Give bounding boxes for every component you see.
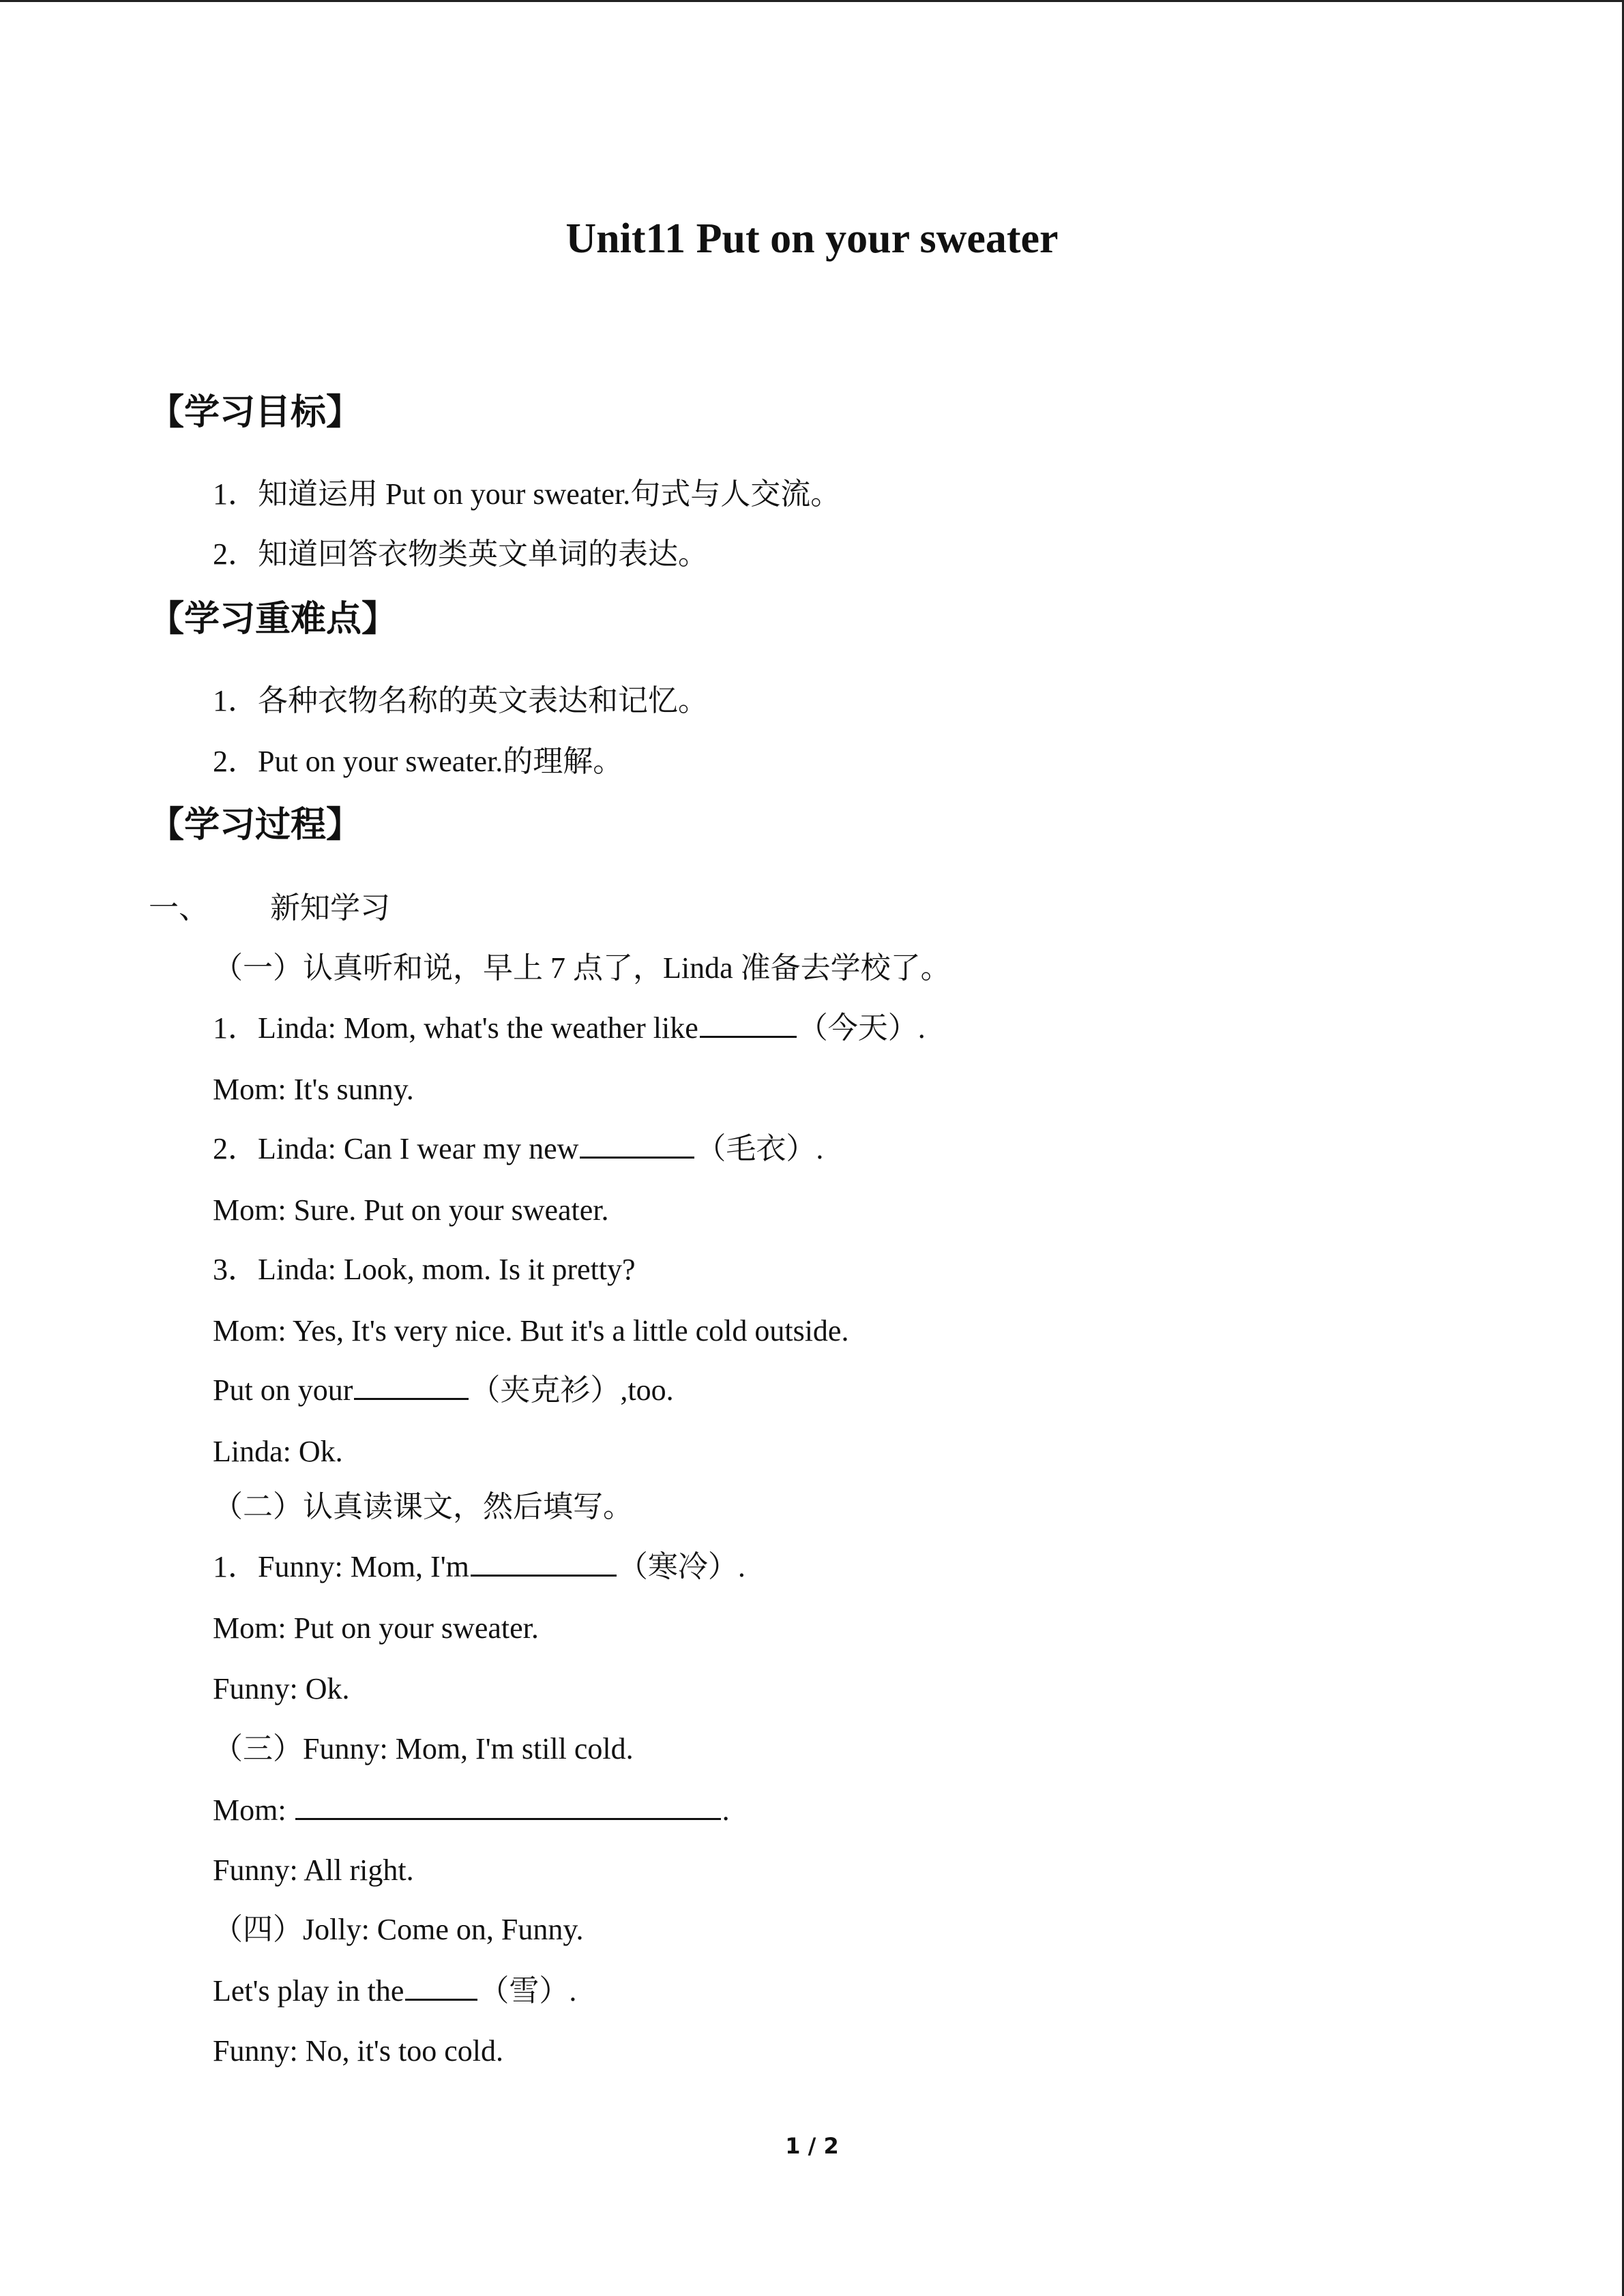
- reply-3: Linda: Ok.: [213, 1435, 343, 1468]
- question-2: 2．Linda: Can I wear my new （毛衣）.: [213, 1129, 823, 1169]
- question-1: 1．Linda: Mom, what's the weather like （今天）.: [213, 1008, 926, 1049]
- heading-learning-goals: 【学习目标】: [149, 392, 362, 433]
- reply-6: Funny: No, it's too cold.: [213, 2034, 503, 2068]
- question-5: Mom: .: [213, 1790, 730, 1831]
- answer-2: Mom: Sure. Put on your sweater.: [213, 1193, 609, 1227]
- answer-4: Mom: Put on your sweater.: [213, 1611, 539, 1645]
- heading-learning-process: 【学习过程】: [149, 805, 362, 846]
- question-3: 3．Linda: Look, mom. Is it pretty?: [213, 1253, 636, 1286]
- part-heading: [149, 888, 390, 929]
- key-point-item-1: 1．各种衣物名称的英文表达和记忆。: [213, 684, 708, 717]
- reply-4: Funny: Ok.: [213, 1672, 350, 1705]
- fill-blank[interactable]: [700, 1009, 797, 1038]
- fill-blank[interactable]: [354, 1371, 469, 1400]
- subpart-4-intro: （四）Jolly: Come on, Funny.: [213, 1913, 584, 1946]
- fill-blank[interactable]: [405, 1971, 477, 2001]
- fill-blank[interactable]: [471, 1547, 617, 1577]
- answer-3: Mom: Yes, It's very nice. But it's a little cold outside.: [213, 1314, 849, 1347]
- question-6: Let's play in the （雪）.: [213, 1971, 576, 2012]
- key-point-item-2: 2．Put on your sweater.的理解。: [213, 745, 623, 778]
- fill-blank[interactable]: [295, 1791, 721, 1820]
- goal-item-2: 2．知道回答衣物类英文单词的表达。: [213, 537, 708, 571]
- page-top-border: [0, 0, 1624, 2]
- question-4: 1．Funny: Mom, I'm （寒冷）.: [213, 1547, 745, 1587]
- fill-blank[interactable]: [580, 1129, 694, 1159]
- page-title: Unit11 Put on your sweater: [565, 215, 1059, 262]
- goal-item-1: 1．知道运用 Put on your sweater.句式与人交流。: [213, 477, 841, 511]
- question-3b: Put on your （夹克衫）,too.: [213, 1370, 674, 1411]
- subpart-2-intro: （二）认真读课文，然后填写。: [213, 1490, 633, 1523]
- part-number: 一、: [149, 891, 209, 925]
- heading-key-points: 【学习重难点】: [149, 599, 398, 640]
- subpart-1-intro: （一）认真听和说，早上 7 点了，Linda 准备去学校了。: [213, 951, 951, 985]
- subpart-3-intro: （三）Funny: Mom, I'm still cold.: [213, 1732, 634, 1765]
- page-number: 1 / 2: [785, 2133, 839, 2159]
- part-title: 新知学习: [270, 891, 390, 925]
- reply-5: Funny: All right.: [213, 1853, 414, 1887]
- answer-1: Mom: It's sunny.: [213, 1073, 414, 1106]
